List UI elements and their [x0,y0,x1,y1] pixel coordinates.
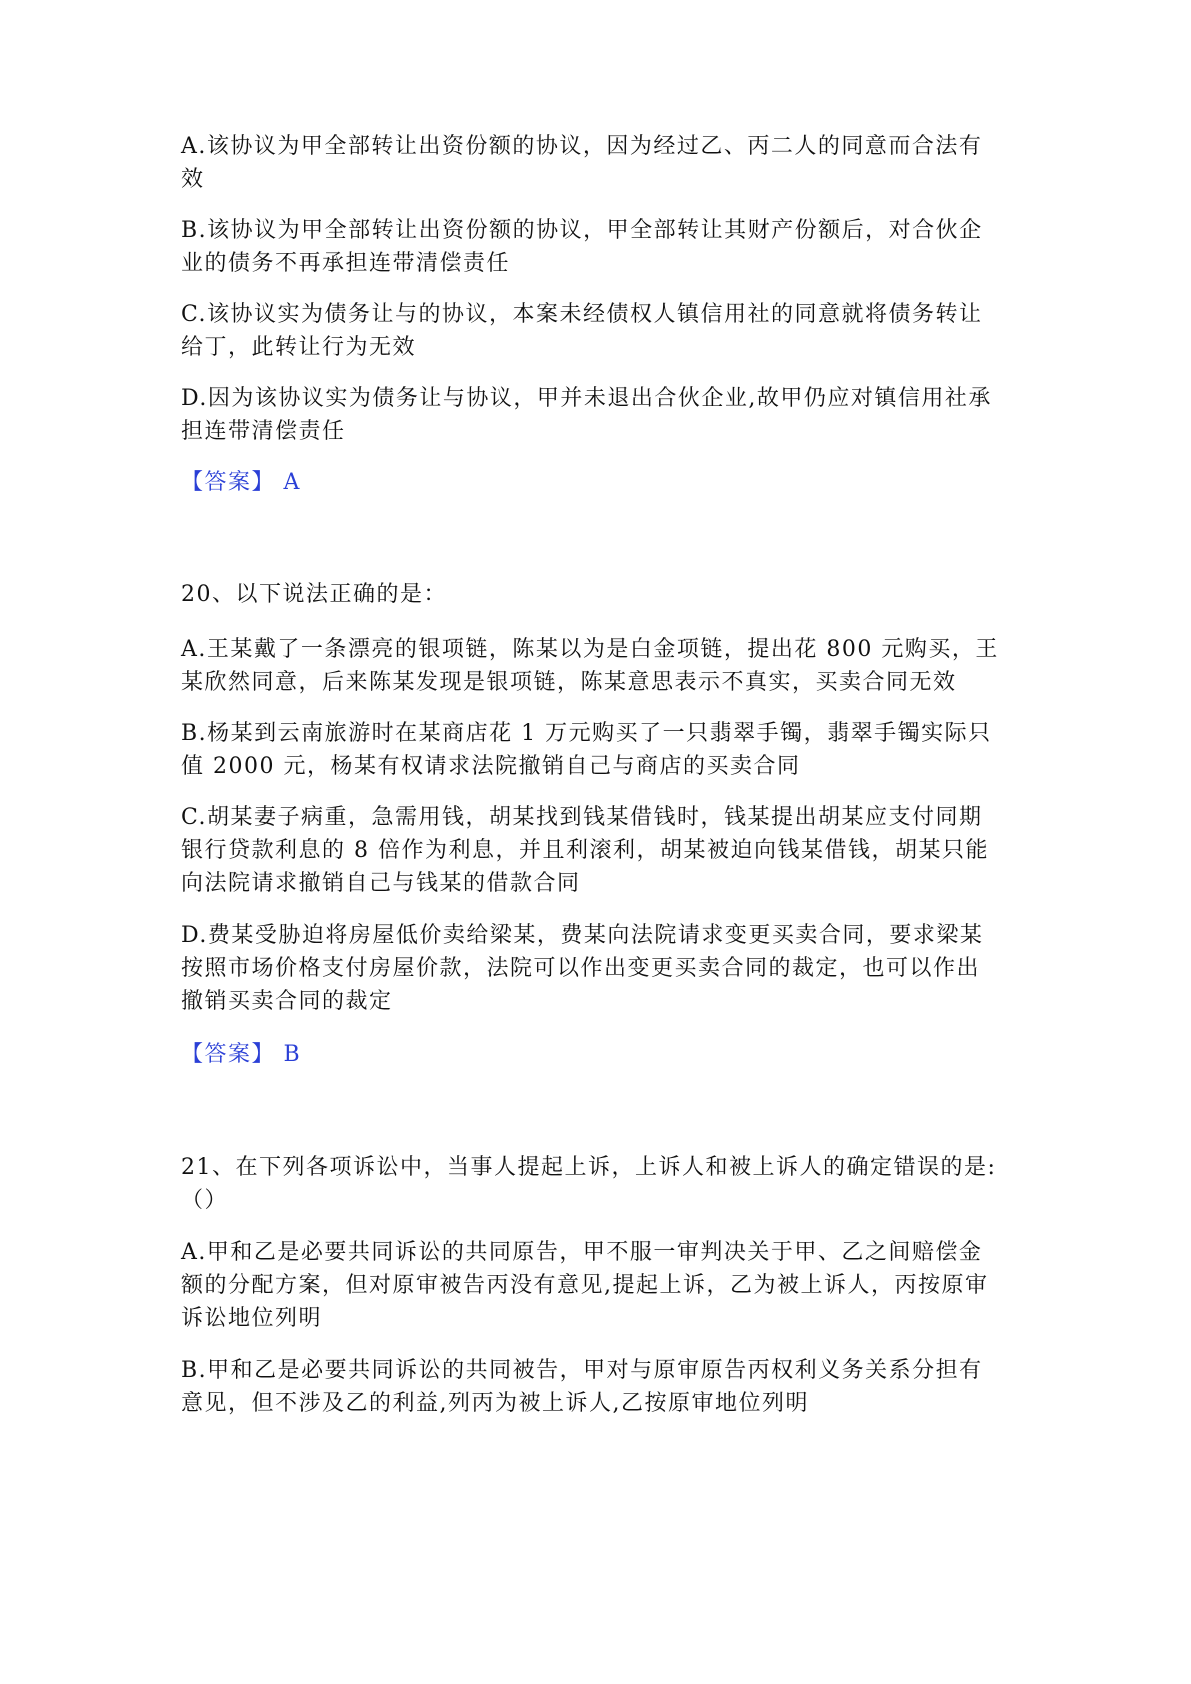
text-line: B.杨某到云南旅游时在某商店花 1 万元购买了一只翡翠手镯，翡翠手镯实际只 [181,721,992,746]
q19-option-d [181,382,1011,448]
text-line: 诉讼地位列明 [181,1306,323,1331]
q19-option-a [181,130,1011,196]
q19-option-c [181,298,1011,364]
text-line: 按照市场价格支付房屋价款，法院可以作出变更买卖合同的裁定，也可以作出 [181,956,981,981]
answer-text: 【答案】 A [181,470,301,495]
question-stem: 21、在下列各项诉讼中，当事人提起上诉，上诉人和被上诉人的确定错误的是: [181,1155,997,1180]
text-line: D.因为该协议实为债务让与协议，甲并未退出合伙企业,故甲仍应对镇信用社承 [181,386,992,411]
text-line: 业的债务不再承担连带清偿责任 [181,251,511,276]
text-line: 给丁，此转让行为无效 [181,335,417,360]
q19-answer [181,466,1011,499]
q19-option-b [181,214,1011,280]
q20-option-b [181,717,1011,783]
text-line: 值 2000 元，杨某有权请求法院撤销自己与商店的买卖合同 [181,754,801,779]
text-line: B.甲和乙是必要共同诉讼的共同被告，甲对与原审原告丙权利义务关系分担有 [181,1358,983,1383]
text-line: 效 [181,167,205,192]
q20-option-d [181,919,1011,1018]
text-line: 某欣然同意，后来陈某发现是银项链，陈某意思表示不真实，买卖合同无效 [181,670,957,695]
text-line: D.费某受胁迫将房屋低价卖给梁某，费某向法院请求变更买卖合同，要求梁某 [181,923,984,948]
text-line: C.胡某妻子病重，急需用钱，胡某找到钱某借钱时，钱某提出胡某应支付同期 [181,805,983,830]
q21-option-a [181,1236,1011,1335]
question-stem: 20、以下说法正确的是： [181,582,447,607]
text-line: 撤销买卖合同的裁定 [181,989,393,1014]
text-line: B.该协议为甲全部转让出资份额的协议，甲全部转让其财产份额后，对合伙企 [181,218,983,243]
q20-option-c [181,801,1011,900]
question-stem: （） [181,1188,229,1213]
q20-option-a [181,633,1011,699]
q21-stem [181,1151,1011,1217]
q20-answer [181,1038,1011,1071]
text-line: 银行贷款利息的 8 倍作为利息，并且利滚利，胡某被迫向钱某借钱，胡某只能 [181,838,989,863]
q21-option-b [181,1354,1011,1420]
q20-stem [181,578,1011,611]
text-line: A.该协议为甲全部转让出资份额的协议，因为经过乙、丙二人的同意而合法有 [181,134,983,159]
text-line: A.王某戴了一条漂亮的银项链，陈某以为是白金项链，提出花 800 元购买，王 [181,637,999,662]
text-line: 向法院请求撤销自己与钱某的借款合同 [181,871,581,896]
text-line: 额的分配方案，但对原审被告丙没有意见,提起上诉，乙为被上诉人，丙按原审 [181,1273,989,1298]
text-line: 意见，但不涉及乙的利益,列丙为被上诉人,乙按原审地位列明 [181,1391,809,1416]
text-line: 担连带清偿责任 [181,419,346,444]
text-line: A.甲和乙是必要共同诉讼的共同原告，甲不服一审判决关于甲、乙之间赔偿金 [181,1240,983,1265]
text-line: C.该协议实为债务让与的协议，本案未经债权人镇信用社的同意就将债务转让 [181,302,983,327]
answer-text: 【答案】 B [181,1042,302,1067]
